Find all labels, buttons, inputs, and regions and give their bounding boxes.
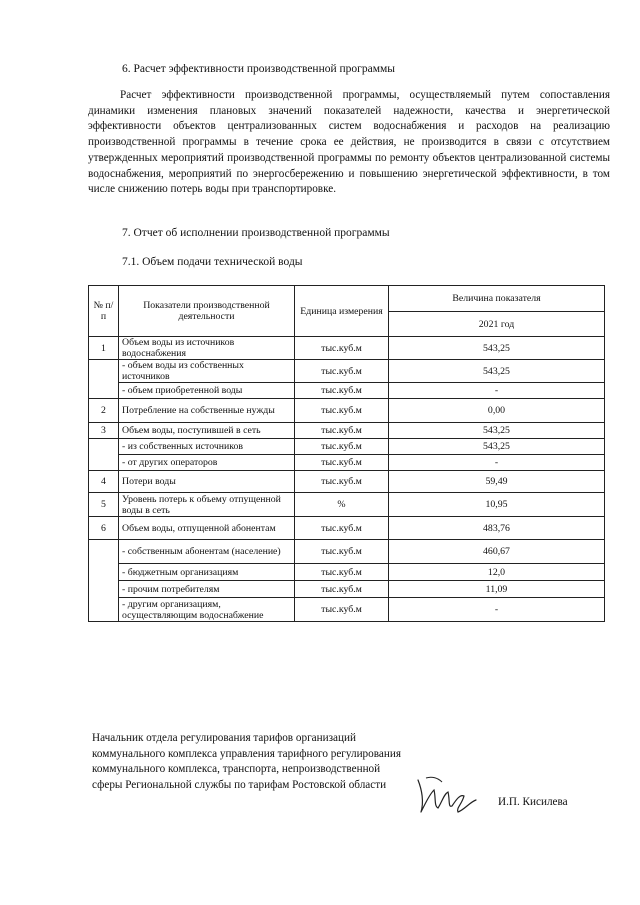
row-indicator: - от других операторов	[119, 455, 295, 471]
row-unit: тыс.куб.м	[295, 564, 389, 581]
row-num: 4	[89, 471, 119, 493]
row-unit: тыс.куб.м	[295, 581, 389, 598]
row-indicator: - бюджетным организациям	[119, 564, 295, 581]
row-value: 10,95	[389, 493, 605, 517]
row-unit: тыс.куб.м	[295, 399, 389, 423]
row-indicator: - собственным абонентам (население)	[119, 540, 295, 564]
row-indicator: - прочим потребителям	[119, 581, 295, 598]
row-value: 460,67	[389, 540, 605, 564]
header-num: № п/п	[89, 286, 119, 337]
table-row	[89, 598, 605, 622]
section-7-title: 7. Отчет об исполнении производственной программы	[122, 227, 390, 239]
table-row	[89, 540, 605, 564]
row-unit: тыс.куб.м	[295, 471, 389, 493]
row-num: 6	[89, 517, 119, 540]
row-unit: тыс.куб.м	[295, 423, 389, 439]
row-value: 0,00	[389, 399, 605, 423]
row-unit: тыс.куб.м	[295, 517, 389, 540]
row-unit: тыс.куб.м	[295, 540, 389, 564]
row-unit: тыс.куб.м	[295, 598, 389, 622]
row-unit: %	[295, 493, 389, 517]
signatory-name: И.П. Кисилева	[498, 796, 568, 808]
row-indicator: Потребление на собственные нужды	[119, 399, 295, 423]
row-num	[89, 360, 119, 399]
row-value: 59,49	[389, 471, 605, 493]
row-indicator: - другим организациям, осуществляющим водоснабжение	[119, 598, 295, 622]
row-value: 483,76	[389, 517, 605, 540]
row-unit: тыс.куб.м	[295, 337, 389, 360]
water-supply-table	[88, 285, 605, 622]
table-row	[89, 399, 605, 423]
header-year: 2021 год	[389, 312, 605, 337]
header-indicator: Показатели производственной деятельности	[119, 286, 295, 337]
row-value: 12,0	[389, 564, 605, 581]
row-indicator: Потери воды	[119, 471, 295, 493]
row-value: -	[389, 598, 605, 622]
table-row	[89, 423, 605, 439]
row-indicator: Объем воды, поступившей в сеть	[119, 423, 295, 439]
row-num	[89, 540, 119, 622]
row-value: 11,09	[389, 581, 605, 598]
row-value: 543,25	[389, 439, 605, 455]
table-row	[89, 564, 605, 581]
header-unit: Единица измерения	[295, 286, 389, 337]
row-num: 2	[89, 399, 119, 423]
table-row	[89, 581, 605, 598]
table-row	[89, 493, 605, 517]
row-num: 5	[89, 493, 119, 517]
table-row	[89, 439, 605, 455]
table-row	[89, 337, 605, 360]
row-value: 543,25	[389, 423, 605, 439]
handwritten-signature	[412, 772, 480, 816]
row-unit: тыс.куб.м	[295, 439, 389, 455]
table-row	[89, 360, 605, 383]
table-row	[89, 455, 605, 471]
row-unit: тыс.куб.м	[295, 383, 389, 399]
table-row	[89, 517, 605, 540]
row-indicator: - из собственных источников	[119, 439, 295, 455]
section-6-paragraph: Расчет эффективности производственной программы, осуществляемый путем сопоставления динамики изменения плановых значений показателей надежности, качества и энергетической эффективности объектов централизованных систем водоснабжения и расходов на реализацию производственной программы в течение срока ее действия, не производится в связи с отсутствием утвержденных мероприятий производственной программы по ремонту объектов централизованной системы водоснабжения, мероприятий по энергосбережению и повышению энергетической эффективности, в том числе снижению потерь воды при транспортировке.	[88, 89, 610, 196]
row-unit: тыс.куб.м	[295, 455, 389, 471]
row-indicator: - объем воды из собственных источников	[119, 360, 295, 383]
row-value: -	[389, 455, 605, 471]
row-value: -	[389, 383, 605, 399]
row-num: 3	[89, 423, 119, 439]
section-7-1-subtitle: 7.1. Объем подачи технической воды	[122, 256, 303, 268]
header-value: Величина показателя	[389, 286, 605, 312]
section-6-title: 6. Расчет эффективности производственной программы	[122, 63, 396, 75]
row-num: 1	[89, 337, 119, 360]
row-value: 543,25	[389, 337, 605, 360]
signatory-position: Начальник отдела регулирования тарифов организаций коммунального комплекса управления тарифного регулирования коммунального комплекса, транспорта, непроизводственной сферы Региональной службы по тарифам Ростовской области	[92, 732, 401, 791]
row-indicator: - объем приобретенной воды	[119, 383, 295, 399]
row-indicator: Объем воды из источников водоснабжения	[119, 337, 295, 360]
table-row	[89, 471, 605, 493]
row-indicator: Уровень потерь к объему отпущенной воды в сеть	[119, 493, 295, 517]
row-unit: тыс.куб.м	[295, 360, 389, 383]
row-num	[89, 439, 119, 471]
table-row	[89, 383, 605, 399]
row-indicator: Объем воды, отпущенной абонентам	[119, 517, 295, 540]
row-value: 543,25	[389, 360, 605, 383]
